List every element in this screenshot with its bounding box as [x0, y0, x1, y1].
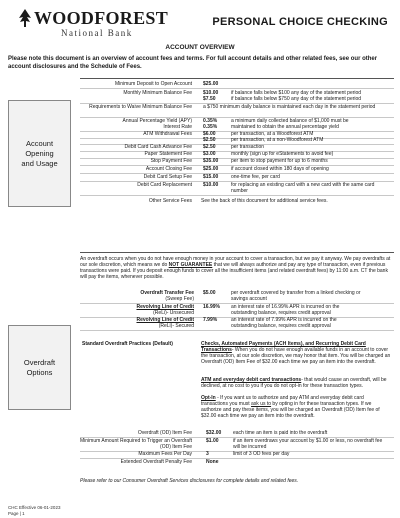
not-guarantee-text: NOT GUARANTEE [168, 262, 213, 268]
fee-amount: $25.00 [203, 166, 219, 172]
fee-description: per item to stop payment for up to 6 months [231, 158, 328, 164]
standard-practices-label: Standard Overdraft Practices (Default) [82, 341, 173, 347]
fee-label: Stop Payment Fee [150, 158, 192, 164]
od-fee-label: Overdraft (OD) Item Fee [137, 430, 192, 436]
od-fee-description: if an item overdraws your account by $1.00 or less, no overdraft fee will be incurred [233, 438, 383, 450]
option-label: Revolving Line of Credit [136, 304, 194, 310]
fee-amount: $3.00 [203, 151, 216, 157]
section-divider [80, 252, 394, 253]
ask-us-to-text: ask us to [251, 401, 272, 407]
fee-description: if account closed within 180 days of opening [231, 166, 329, 172]
standard-practices-heading: Checks, Automated Payments (ACH Items), and Recurring Debit Card Transactions [201, 341, 366, 353]
row-divider [80, 88, 394, 89]
footer-note: Please refer to our Consumer Overdraft Services disclosures for complete details and related fees. [80, 478, 299, 484]
brand-logo [18, 8, 169, 42]
overdraft-options-box [8, 325, 71, 410]
fee-description: maintained to obtain the annual percentage yield [231, 124, 339, 130]
section-label-line: Account [25, 138, 54, 148]
fee-label: Paper Statement Fee [144, 151, 192, 157]
overview-title: ACCOUNT OVERVIEW [165, 44, 235, 51]
option-sublabel: (Sweep Fee) [165, 296, 194, 302]
document-title: PERSONAL CHOICE CHECKING [212, 16, 388, 28]
option-description: per overdraft covered by transfer from a linked checking or savings account [231, 290, 361, 302]
fee-amount: $7.50 [203, 96, 216, 102]
standard-practices-body: - When you do not have enough available funds in an account to cover the transaction, at our sole discretion, we may honor that item. You will be charged an Overdraft (OD) Item Fee of $32.00 each time we pay an item into the overdraft. [201, 347, 391, 365]
fee-label: Other Service Fees [148, 198, 192, 204]
fee-label: Debit Card Cash Advance Fee [124, 144, 192, 150]
option-sublabel: (ReLi)- Secured [158, 323, 194, 329]
od-fee-amount: 3 [206, 451, 209, 457]
effective-date: CHC Effective 06-01-2023 [8, 505, 61, 510]
fee-amount: $6.00 [203, 131, 216, 137]
atm-debit-text [201, 377, 391, 389]
opt-in-body: - If you want us to authorize and pay ATM and everyday debit card transactions you must [201, 395, 364, 407]
fee-description: a $750 minimum daily balance is maintained each day in the statement period [203, 104, 376, 110]
page-number: Page | 1 [8, 511, 25, 516]
tree-logo-icon [18, 9, 32, 27]
fee-amount: $2.50 [203, 144, 216, 150]
fee-amount: $10.00 [203, 90, 219, 96]
fee-label: Annual Percentage Yield (APY) [122, 118, 192, 124]
od-fee-description: limit of 3 OD fees per day [233, 451, 290, 457]
od-fee-label: Extended Overdraft Penalty Fee [120, 459, 192, 465]
intro-text: Please note this document is an overview of account fees and terms. For full account details and other related fees, see our other account disclosures and the Schedule of Fees. [8, 56, 378, 70]
fee-description: per transaction [231, 144, 265, 150]
od-fee-amount: $1.00 [206, 438, 219, 444]
atm-debit-heading: ATM and everyday debit card transactions [201, 377, 302, 383]
option-sublabel: (ReLi)- Unsecured [153, 310, 194, 316]
fee-amount: $15.00 [203, 174, 219, 180]
fee-label: Account Closing Fee [145, 166, 192, 172]
brand-name: WOODFOREST [34, 8, 169, 28]
fee-description: if balance falls below $750 any day of the statement period [231, 96, 362, 102]
fee-description: a minimum daily collected balance of $1,000 must be [231, 118, 349, 124]
fee-label: Requirements to Waive Minimum Balance Fee [89, 104, 192, 110]
fee-description: for replacing an existing card with a new card with the same card number [231, 182, 375, 194]
option-amount: 16.99% [203, 304, 220, 310]
fee-description: per transaction, at a Woodforest ATM [231, 131, 314, 137]
option-amount: $5.00 [203, 290, 216, 296]
od-fee-amount: $32.00 [206, 430, 222, 436]
opt-in-body: by opting in for these transaction types. If we authorize and pay these items, you will be charged an Overdraft (OD) Item fee of $32.00 each time we pay an item into the overdraft. [201, 401, 380, 419]
section-label-line: Overdraft [23, 357, 56, 367]
fee-description: per transaction, at a non-Woodforest ATM [231, 137, 324, 143]
option-label: Overdraft Transfer Fee [140, 290, 194, 296]
fee-description: monthly (sign up for eStatements to avoid fee) [231, 151, 334, 157]
fee-amount: $10.00 [203, 182, 219, 188]
section-label-line: Options [26, 367, 53, 377]
header [18, 8, 388, 48]
fee-label: Debit Card Setup Fee [143, 174, 192, 180]
opt-in-text [201, 395, 391, 419]
od-fee-description: each time an item is paid into the overdraft [233, 430, 328, 436]
fee-amount: $25.00 [203, 81, 219, 87]
option-amount: 7.99% [203, 317, 218, 323]
od-fee-label: Maximum Fees Per Day [138, 451, 192, 457]
row-divider [80, 195, 394, 196]
standard-practices-text [201, 341, 391, 365]
section-divider [80, 78, 394, 79]
fee-amount: $35.00 [203, 158, 219, 164]
account-opening-box [8, 100, 71, 207]
option-description: an interest rate of 16.99% APR is incurred on the outstanding balance, requires credit approval [231, 304, 340, 316]
option-label: Revolving Line of Credit [136, 317, 194, 323]
fee-label: Debit Card Replacement [137, 182, 192, 188]
brand-subtitle: National Bank [61, 28, 133, 38]
fee-description: one-time fee, per card [231, 174, 280, 180]
option-description: an interest rate of 7.99% APR is incurred on the outstanding balance, requires credit approval [231, 317, 337, 329]
fee-description: if balance falls below $100 any day of the statement period [231, 90, 362, 96]
atm-debit-body: - that would cause an overdraft, will be declined, at no cost to you if you do not opt-in for these transaction types. [201, 377, 387, 389]
overdraft-intro-text: that we will always authorize and pay any type of transaction, even if previous transactions were paid. If you deposit enough funds to cover all the insufficient items (and related overdraft fees) by 11:00 a.m. CT the bank will pay the items, whenever possible. [80, 262, 388, 280]
section-label-line: Opening [25, 148, 54, 158]
fee-amount: $2.50 [203, 137, 216, 143]
opt-in-heading: Opt-In [201, 395, 216, 401]
overdraft-intro-text: An overdraft occurs when you do not have enough money in your account to cover a transaction, but we pay it anyway. We pay overdrafts at our sole discretion, which means we do [80, 256, 391, 268]
fee-amount: 0.35% [203, 118, 218, 124]
fee-amount: 0.35% [203, 124, 218, 130]
overdraft-intro [80, 256, 394, 280]
fee-label: ATM Withdrawal Fees [143, 131, 192, 137]
row-divider [80, 330, 394, 331]
fee-description: See the back of this document for additional service fees. [201, 198, 328, 204]
od-fee-label: Minimum Amount Required to Trigger an Overdraft (OD) Item Fee [80, 438, 192, 450]
fee-label: Monthly Minimum Balance Fee [123, 90, 192, 96]
fee-label: Interest Rate [163, 124, 192, 130]
fee-label: Minimum Deposit to Open Account [115, 81, 192, 87]
od-fee-amount: None [206, 459, 219, 465]
section-label-line: and Usage [21, 158, 58, 168]
